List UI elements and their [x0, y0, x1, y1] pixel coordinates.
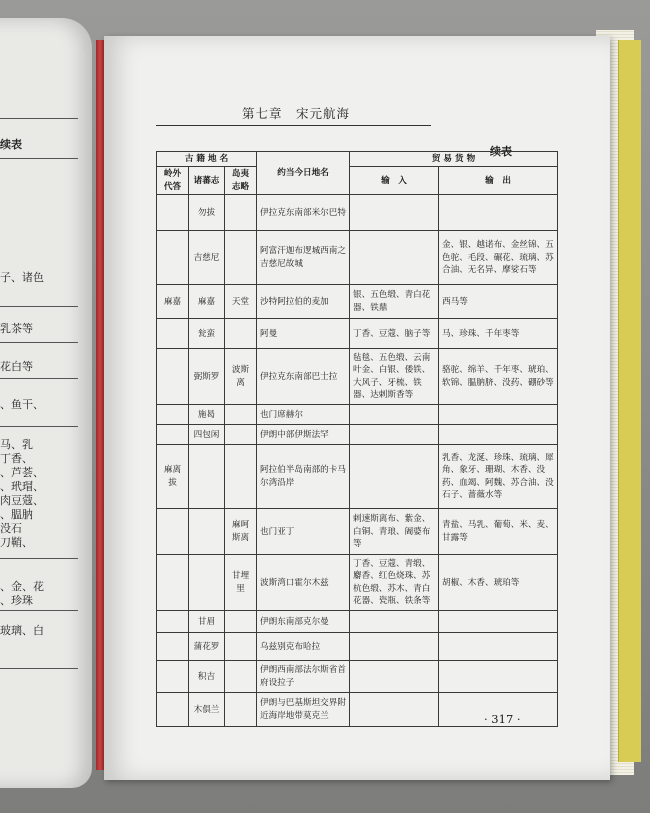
- export-cell: [439, 405, 558, 425]
- daoyi-cell: 麻呵斯离: [225, 509, 257, 555]
- ancient-name-header: 古 籍 地 名: [157, 152, 257, 167]
- lingwai-cell: [157, 231, 189, 285]
- running-head: 第七章 宋元航海: [241, 106, 350, 121]
- import-cell: [350, 633, 439, 661]
- export-cell: [439, 195, 558, 231]
- modern-cell: 乌兹别克布哈拉: [257, 633, 350, 661]
- left-page: [0, 18, 92, 788]
- modern-cell: 伊朗中部伊斯法罕: [257, 425, 350, 445]
- modern-cell: 沙特阿拉伯的麦加: [257, 285, 350, 319]
- export-cell: [439, 425, 558, 445]
- daoyi-cell: [225, 319, 257, 349]
- daoyi-cell: [225, 425, 257, 445]
- left-fragment: 、鱼干、: [0, 398, 44, 411]
- daoyi-cell: [225, 661, 257, 693]
- export-cell: 青盐、马乳、葡萄、米、麦、甘露等: [439, 509, 558, 555]
- zhufan-cell: [189, 445, 225, 509]
- table-row: [157, 405, 558, 425]
- left-fragment: 子、诸色: [0, 271, 44, 284]
- export-header: 输 出: [439, 167, 558, 195]
- zhufan-cell: [189, 555, 225, 611]
- zhufan-cell: 瓮蛮: [189, 319, 225, 349]
- daoyi-cell: [225, 445, 257, 509]
- zhufan-cell: 木俱兰: [189, 693, 225, 727]
- header-rule: [156, 125, 431, 126]
- left-fragment: 刀鞘、: [0, 536, 33, 549]
- export-cell: [439, 633, 558, 661]
- lingwai-cell: [157, 611, 189, 633]
- modern-cell: 伊朗东南部克尔曼: [257, 611, 350, 633]
- modern-cell: 阿曼: [257, 319, 350, 349]
- book-spine-edge: [96, 40, 104, 770]
- import-cell: 银、五色缎、青白花器、铁鼎: [350, 285, 439, 319]
- lingwai-cell: [157, 555, 189, 611]
- modern-cell: 也门席赫尔: [257, 405, 350, 425]
- zhufan-cell: 弼斯罗: [189, 349, 225, 405]
- table-row: [157, 661, 558, 693]
- daoyi-cell: [225, 693, 257, 727]
- daoyi-cell: [225, 633, 257, 661]
- lingwai-cell: 麻嘉: [157, 285, 189, 319]
- table-row: [157, 445, 558, 509]
- export-cell: 金、银、越诺布、金丝锦、五色驼、毛段、碾花、琉璃、苏合油、无名异、摩娑石等: [439, 231, 558, 285]
- left-fragment: 、玳瑁、: [0, 480, 44, 493]
- import-cell: 剌速斯离布、紫金、白铜、青琅、阇婆布等: [350, 509, 439, 555]
- lingwai-cell: [157, 195, 189, 231]
- daoyi-cell: [225, 611, 257, 633]
- export-cell: 胡椒、木香、琥珀等: [439, 555, 558, 611]
- modern-name-header: 约当今日地名: [257, 152, 350, 195]
- trade-goods-header: 贸 易 货 物: [350, 152, 558, 167]
- import-cell: 丁香、豆蔻、青缎、麝香、红色烧珠、苏杭色缎、苏木、青白花器、瓷瓶、铁条等: [350, 555, 439, 611]
- export-cell: 乳香、龙涎、珍珠、琉璃、犀角、象牙、珊瑚、木香、没药、血竭、阿魏、苏合油、没石子、蔷薇水等: [439, 445, 558, 509]
- import-cell: [350, 195, 439, 231]
- zhufan-cell: 甘眉: [189, 611, 225, 633]
- modern-cell: 伊朗西南部法尔斯省首府设拉子: [257, 661, 350, 693]
- left-fragment: 花白等: [0, 360, 33, 373]
- table-row: [157, 195, 558, 231]
- import-cell: [350, 445, 439, 509]
- import-cell: [350, 231, 439, 285]
- modern-cell: 伊朗与巴基斯坦交界附近海岸地带莫克兰: [257, 693, 350, 727]
- import-cell: 丁香、豆蔻、脑子等: [350, 319, 439, 349]
- zhufan-cell: 积吉: [189, 661, 225, 693]
- import-cell: 毡毯、五色缎、云南叶金、白银、倭铁、大风子、牙梳、铁器、达剌斯香等: [350, 349, 439, 405]
- daoyi-cell: [225, 231, 257, 285]
- lingwai-cell: [157, 693, 189, 727]
- modern-cell: 也门亚丁: [257, 509, 350, 555]
- lingwai-cell: [157, 349, 189, 405]
- zhufan-cell: 吉慈尼: [189, 231, 225, 285]
- table-row: [157, 425, 558, 445]
- lingwai-cell: [157, 661, 189, 693]
- export-cell: 马、珍珠、千年枣等: [439, 319, 558, 349]
- left-fragment: 马、乳: [0, 438, 33, 451]
- page-number: · 317 ·: [484, 712, 521, 726]
- table-row: [157, 611, 558, 633]
- lingwai-cell: [157, 425, 189, 445]
- lingwai-cell: [157, 633, 189, 661]
- lingwai-cell: [157, 509, 189, 555]
- left-fragment: 、芦荟、: [0, 466, 44, 479]
- import-cell: [350, 693, 439, 727]
- table-row: [157, 555, 558, 611]
- export-cell: [439, 661, 558, 693]
- zhufan-cell: [189, 509, 225, 555]
- modern-cell: 阿富汗迦布逻城西南之吉慈尼故城: [257, 231, 350, 285]
- import-header: 输 入: [350, 167, 439, 195]
- modern-cell: 伊拉克东南部米尔巴特: [257, 195, 350, 231]
- lingwai-cell: [157, 319, 189, 349]
- lingwai-cell: [157, 405, 189, 425]
- left-fragment: 没石: [0, 522, 22, 535]
- zhufan-cell: 勿拔: [189, 195, 225, 231]
- table-row: [157, 633, 558, 661]
- daoyi-cell: [225, 405, 257, 425]
- continued-label: 续表: [490, 145, 512, 158]
- lingwai-header: 岭外代答: [157, 167, 189, 195]
- lingwai-cell: 麻离拔: [157, 445, 189, 509]
- table-row: [157, 231, 558, 285]
- zhufan-cell: 施曷: [189, 405, 225, 425]
- export-cell: 西马等: [439, 285, 558, 319]
- modern-cell: 阿拉伯半岛南部的卡马尔湾沿岸: [257, 445, 350, 509]
- export-cell: [439, 611, 558, 633]
- import-cell: [350, 611, 439, 633]
- left-fragment: 丁香、: [0, 452, 33, 465]
- daoyi-cell: 天堂: [225, 285, 257, 319]
- daoyi-header: 岛夷志略: [225, 167, 257, 195]
- zhufan-cell: 蒲花罗: [189, 633, 225, 661]
- left-fragment: 、金、花: [0, 580, 44, 593]
- left-continued-label: 续表: [0, 138, 22, 151]
- daoyi-cell: 波斯离: [225, 349, 257, 405]
- export-cell: 骆驼、绵羊、千年枣、琥珀、软锦、腽肭脐、没药、硼砂等: [439, 349, 558, 405]
- table-row: [157, 285, 558, 319]
- table-row: [157, 509, 558, 555]
- left-fragment: 、珍珠: [0, 594, 33, 607]
- import-cell: [350, 661, 439, 693]
- table-row: [157, 349, 558, 405]
- zhufan-cell: 四包闲: [189, 425, 225, 445]
- table-row: [157, 319, 558, 349]
- modern-cell: 伊拉克东南部巴士拉: [257, 349, 350, 405]
- zhufan-header: 诸蕃志: [189, 167, 225, 195]
- import-cell: [350, 405, 439, 425]
- import-cell: [350, 425, 439, 445]
- daoyi-cell: [225, 195, 257, 231]
- zhufan-cell: 麻嘉: [189, 285, 225, 319]
- trade-table: [156, 151, 558, 727]
- book-cover-edge: [618, 40, 641, 762]
- left-fragment: 、腽肭: [0, 508, 33, 521]
- left-fragment: 玻璃、白: [0, 624, 44, 637]
- left-fragment: 乳茶等: [0, 322, 33, 335]
- daoyi-cell: 甘埋里: [225, 555, 257, 611]
- modern-cell: 波斯湾口霍尔木兹: [257, 555, 350, 611]
- left-fragment: 肉豆蔻、: [0, 494, 44, 507]
